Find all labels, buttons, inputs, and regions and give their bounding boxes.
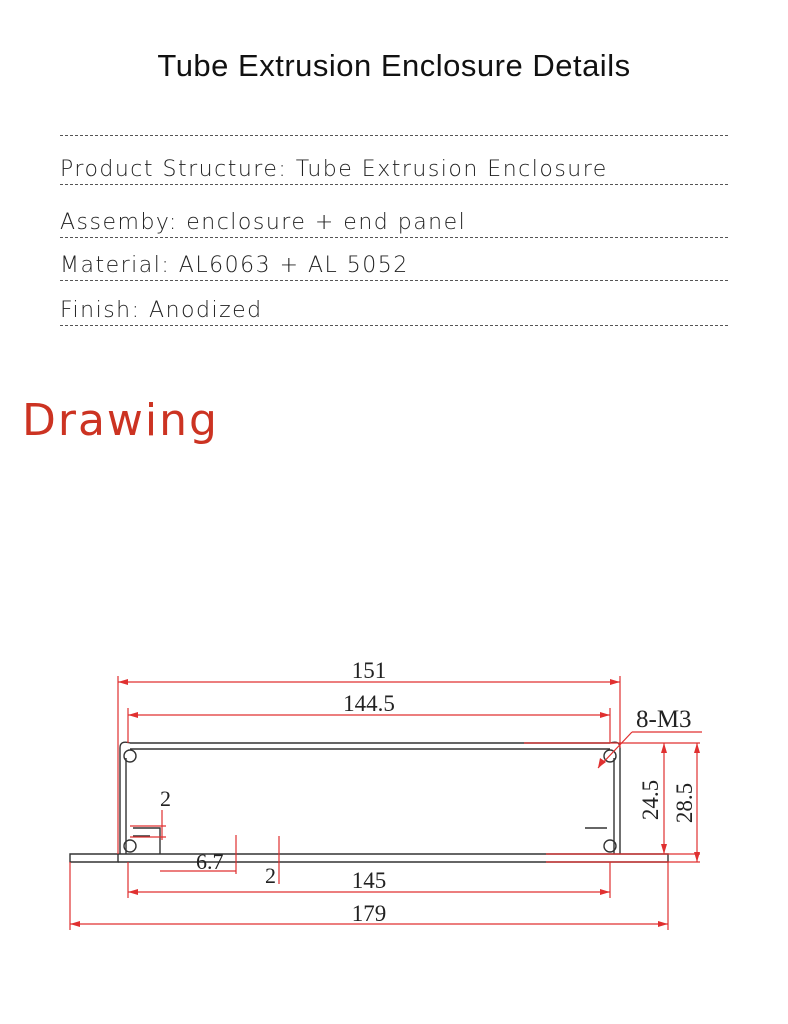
technical-drawing: [0, 640, 788, 940]
dim-label-145: 145: [351, 868, 387, 893]
spec-material-text: Material: AL6063 + AL 5052: [60, 253, 409, 278]
spec-structure-text: Product Structure: Tube Extrusion Enclosure: [60, 157, 608, 182]
spec-assembly-text: Assemby: enclosure + end panel: [60, 210, 467, 235]
dim-label-144-5: 144.5: [343, 691, 395, 716]
top-divider: [60, 135, 728, 136]
spec-row-material: [60, 246, 728, 281]
dim-label-2-bottom: 2: [265, 863, 276, 888]
spec-row-assembly: [60, 203, 728, 238]
dim-label-8-m3: 8-M3: [636, 706, 692, 733]
dim-label-179: 179: [351, 901, 387, 926]
spec-row-finish: [60, 291, 728, 326]
page-title: Tube Extrusion Enclosure Details: [157, 48, 631, 83]
dim-label-24-5: 24.5: [638, 779, 663, 821]
dim-label-151: 151: [351, 658, 387, 683]
dim-label-28-5: 28.5: [672, 782, 697, 824]
spec-finish-text: Finish: Anodized: [60, 298, 263, 323]
dim-label-6-7: 6.7: [196, 849, 224, 874]
dim-label-2-left: 2: [160, 786, 171, 811]
spec-row-structure: [60, 150, 728, 185]
drawing-heading: Drawing: [22, 395, 219, 446]
